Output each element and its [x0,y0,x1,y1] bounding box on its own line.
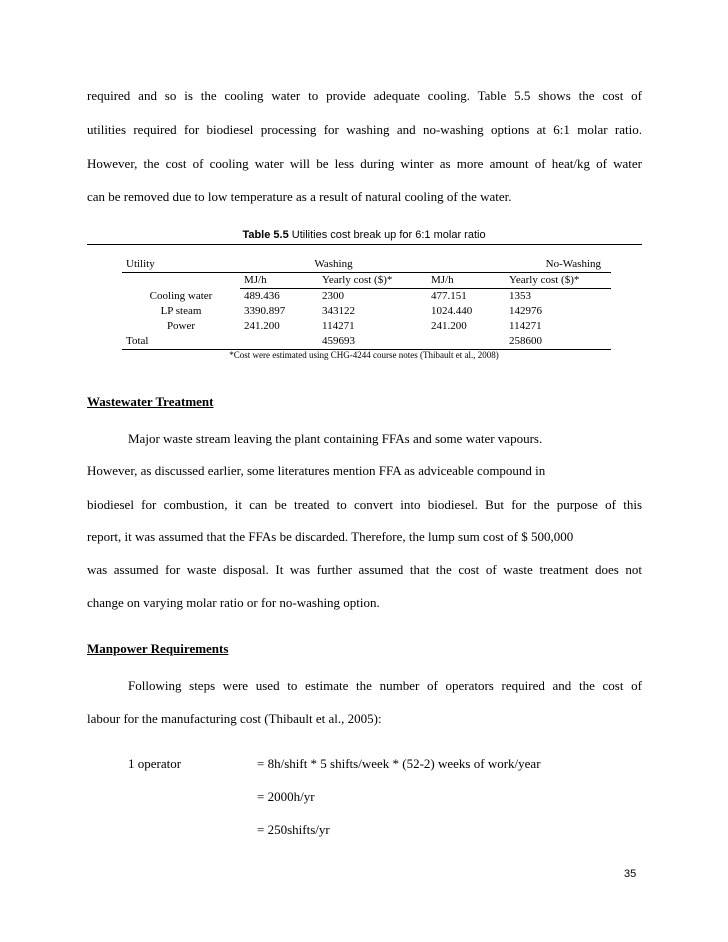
row-cost-washing: 114271 [322,320,355,332]
row-cost-no-washing: 1353 [509,290,531,302]
table-top-rule [87,244,642,245]
row-cost-washing: 2300 [322,290,344,302]
row-mjh-washing: 241.200 [244,320,280,332]
calc-line-3: = 250shifts/yr [257,822,330,837]
calc-line-2: = 2000h/yr [257,789,315,804]
intro-line-4: can be removed due to low temperature as a result of natural cooling of the water. [87,189,512,204]
total-cost-washing: 459693 [318,334,427,350]
subheader-mjh-washing: MJ/h [240,273,318,289]
subheader-cost-no-washing: Yearly cost ($)* [505,273,611,289]
table-row [122,289,611,305]
table-row [122,319,611,334]
subheader-cost-washing: Yearly cost ($)* [318,273,427,289]
row-utility: Power [166,320,196,332]
row-mjh-no-washing: 241.200 [431,320,467,332]
header-no-washing: No-Washing [545,258,601,270]
table-header-row [122,257,611,273]
table-caption-label: Table 5.5 [242,229,289,241]
wastewater-line-4: report, it was assumed that the FFAs be discarded. Therefore, the lump sum cost of $ 500,000 [87,529,574,544]
row-utility: Cooling water [149,289,213,302]
table-row [122,304,611,319]
intro-line-2: utilities required for biodiesel processing for washing and no-washing options at 6:1 molar ratio. [87,122,642,137]
wastewater-line-2: However, as discussed earlier, some literatures mention FFA as adviceable compound in [87,463,546,478]
row-cost-no-washing: 142976 [509,305,542,317]
calc-line-1: = 8h/shift * 5 shifts/week * (52-2) weeks of work/year [257,756,541,771]
intro-line-1: required and so is the cooling water to provide adequate cooling. Table 5.5 shows the cost of [87,88,642,103]
intro-line-3: However, the cost of cooling water will be less during winter as more amount of heat/kg of water [87,156,642,171]
utilities-table [122,257,611,350]
manpower-line-2: labour for the manufacturing cost (Thibault et al., 2005): [87,711,382,726]
wastewater-line-1: Major waste stream leaving the plant containing FFAs and some water vapours. [128,431,543,446]
row-mjh-no-washing: 1024.440 [431,305,473,317]
calc-operator-label: 1 operator [128,756,182,771]
total-cost-no-washing: 258600 [505,334,611,350]
page-number: 35 [624,868,637,880]
manpower-heading: Manpower Requirements [87,641,229,656]
table-caption-text: Utilities cost break up for 6:1 molar ratio [288,229,486,241]
row-utility: LP steam [160,305,202,317]
table-caption [0,229,728,241]
manpower-line-1: Following steps were used to estimate the number of operators required and the cost of [128,678,642,693]
row-mjh-washing: 489.436 [244,290,280,302]
wastewater-line-5: was assumed for waste disposal. It was further assumed that the cost of waste treatment does not [87,562,642,577]
row-cost-washing: 343122 [322,305,355,317]
header-utility: Utility [126,258,155,270]
row-cost-no-washing: 114271 [509,320,542,332]
row-mjh-washing: 3390.897 [244,305,286,317]
wastewater-line-6: change on varying molar ratio or for no-washing option. [87,595,380,610]
total-label: Total [122,334,240,350]
header-washing: Washing [314,258,353,270]
table-footnote: *Cost were estimated using CHG-4244 course notes (Thibault et al., 2008) [229,350,499,360]
subheader-mjh-no-washing: MJ/h [427,273,505,289]
table-total-row [122,334,611,350]
wastewater-heading: Wastewater Treatment [87,394,214,409]
wastewater-line-3: biodiesel for combustion, it can be treated to convert into biodiesel. But for the purpose of this [87,497,642,512]
table-subheader-row [122,273,611,289]
row-mjh-no-washing: 477.151 [431,290,467,302]
